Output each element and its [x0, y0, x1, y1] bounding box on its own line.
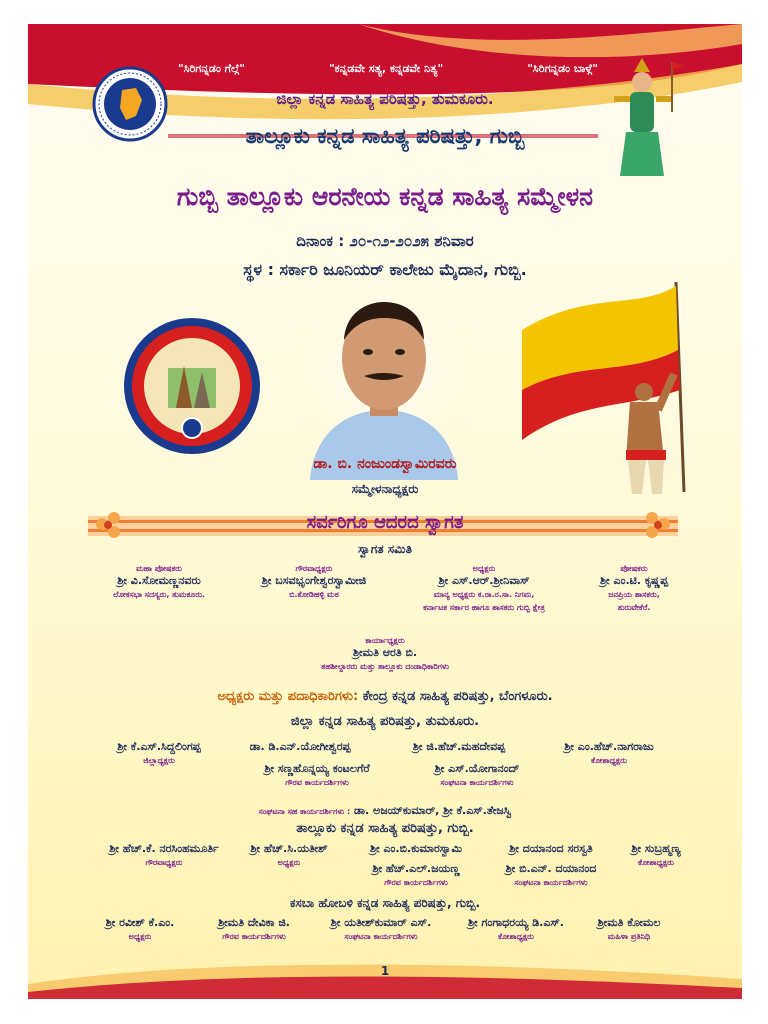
member-role: ಕಾರ್ಯಾಧ್ಯಕ್ಷರು: [365, 636, 405, 645]
taluk-member: [234, 842, 344, 869]
member-role: ಮಹಿಳಾ ಪ್ರತಿನಿಧಿ: [607, 932, 651, 941]
welcome-text: ಸರ್ವರಿಗೂ ಆದರದ ಸ್ವಾಗತ: [306, 512, 464, 533]
member-name: ಶ್ರೀ ಹೆಚ್.ಕೆ. ನರಸಿಂಹಮೂರ್ತಿ: [109, 842, 219, 855]
member-name: ಡಾ. ಡಿ.ಎನ್.ಯೋಗೀಶ್ವರಪ್ಪ: [249, 740, 351, 753]
bhuvaneshwari-image: [600, 52, 684, 176]
working-president: [28, 636, 742, 673]
member-role: ಸಂಘಟನಾ ಕಾರ್ಯದರ್ಶಿಗಳು: [514, 878, 588, 887]
joint-secretaries: [28, 804, 742, 818]
member-name: ಶ್ರೀಮತಿ ದೇವಿಕಾ ಜಿ.: [218, 916, 290, 929]
member-honorary-president: [234, 564, 394, 601]
member-role: ಜಿಲ್ಲಾಧ್ಯಕ್ಷರು: [143, 756, 175, 765]
event-venue: ಸ್ಥಳ : ಸರ್ಕಾರಿ ಜೂನಿಯರ್ ಕಾಲೇಜು ಮೈದಾನ, ಗುಬ್ಬಿ.: [243, 260, 527, 279]
member-name: ಶ್ರೀ ಕೆ.ಎಸ್.ಸಿದ್ದಲಿಂಗಪ್ಪ: [117, 740, 201, 753]
taluk-title: ತಾಲ್ಲೂಕು ಕನ್ನಡ ಸಾಹಿತ್ಯ ಪರಿಷತ್ತು, ಗುಬ್ಬಿ.: [296, 821, 474, 836]
joint-secretaries-label: ಸಂಘಟನಾ ಸಹ ಕಾರ್ಯದರ್ಶಿಗಳು :: [258, 807, 351, 816]
member-role: ಅಧ್ಯಕ್ಷರು: [128, 932, 152, 941]
district-member: [232, 762, 402, 789]
member-name: ಶ್ರೀ ಬಸವಭೃಂಗೇಶ್ವರಸ್ವಾಮೀಜಿ: [261, 574, 367, 587]
member-name: ಶ್ರೀ ಹೆಚ್.ಎಲ್.ಜಯಣ್ಣ: [372, 862, 460, 875]
member-name: ಶ್ರೀ ಸಣ್ಣಹೊನ್ನಯ್ಯ ಕಂಟಲಗೆರೆ: [264, 762, 370, 775]
parishat-logo: [92, 66, 168, 142]
member-role: ಗೌರವಾಧ್ಯಕ್ಷರು: [145, 858, 183, 867]
joint-secretaries-names: ಡಾ. ಅಜಯ್‌ಕುಮಾರ್, ಶ್ರೀ ಕೆ.ಎಸ್.ತೇಜಸ್ವಿ: [350, 804, 512, 817]
member-name: ಶ್ರೀಮತಿ ಆರತಿ ಬಿ.: [352, 646, 418, 659]
member-name: ಶ್ರೀ ಜಿ.ಹೆಚ್.ಮಹದೇವಪ್ಪ: [412, 740, 506, 753]
member-name: ಶ್ರೀ ಬಿ.ಎನ್. ದಯಾನಂದ: [505, 862, 597, 875]
taluk-member: [486, 842, 616, 856]
slogan-3: "ಸಿರಿಗನ್ನಡಂ ಬಾಳ್ಗೆ": [527, 62, 598, 75]
central-name: ಕೇಂದ್ರ ಕನ್ನಡ ಸಾಹಿತ್ಯ ಪರಿಷತ್ತು, ಬೆಂಗಳೂರು.: [358, 689, 553, 704]
member-desc: ಬಿ.ಕೋಡಿಹಳ್ಳಿ ಮಠ: [289, 590, 339, 599]
member-name: ಶ್ರೀ ರವೀಶ್ ಕೆ.ಎಂ.: [105, 916, 175, 929]
president-name: ಡಾ. ಬಿ. ನಂಜುಂಡಸ್ವಾಮಿರವರು: [313, 456, 457, 472]
member-role: ಗೌರವ ಕಾರ್ಯದರ್ಶಿಗಳು: [222, 932, 286, 941]
slogan-2: "ಕನ್ನಡವೇ ಸತ್ಯ, ಕನ್ನಡವೇ ನಿತ್ಯ": [328, 62, 444, 75]
page-number: 1: [380, 964, 390, 978]
member-role: ಕೋಶಾಧ್ಯಕ್ಷರು: [498, 932, 534, 941]
member-desc: ತುರುವೇಕೆರೆ.: [617, 603, 651, 612]
member-role: ಸಂಘಟನಾ ಕಾರ್ಯದರ್ಶಿಗಳು: [440, 778, 514, 787]
president-role: ಸಮ್ಮೇಳನಾಧ್ಯಕ್ಷರು: [351, 482, 419, 496]
district-member: [84, 740, 234, 767]
member-name: ಶ್ರೀ ಎಸ್.ಆರ್.ಶ್ರೀನಿವಾಸ್: [438, 574, 530, 587]
taluk-member: [476, 862, 626, 889]
member-role: ಗೌರವಾಧ್ಯಕ್ಷರು: [295, 564, 333, 573]
member-president: [394, 564, 574, 614]
invitation-page: [28, 24, 742, 999]
member-name: ಶ್ರೀ ಎಂ.ಬಿ.ಕುಮಾರಸ್ವಾಮಿ: [369, 842, 462, 855]
member-role: ಕೋಶಾಧ್ಯಕ್ಷರು: [591, 756, 627, 765]
taluk-parishat-line: ತಾಲ್ಲೂಕು ಕನ್ನಡ ಸಾಹಿತ್ಯ ಪರಿಷತ್ತು, ಗುಬ್ಬಿ: [245, 124, 525, 148]
member-name: ಶ್ರೀ ಗಂಗಾಧರಯ್ಯ ಡಿ.ಎಸ್.: [468, 916, 564, 929]
member-name: ಶ್ರೀ ವಿ.ಸೋಮಣ್ಣನವರು: [117, 574, 201, 587]
district-parishat-line-2: ಜಿಲ್ಲಾ ಕನ್ನಡ ಸಾಹಿತ್ಯ ಪರಿಷತ್ತು, ತುಮಕೂರು.: [290, 714, 480, 729]
district-member: [384, 740, 534, 754]
member-name: ಶ್ರೀ ಎಂ.ಹೆಚ್.ನಾಗರಾಜು: [564, 740, 654, 753]
member-role: ಗೌರವ ಕಾರ್ಯದರ್ಶಿಗಳು: [285, 778, 349, 787]
slogan-1: "ಸಿರಿಗನ್ನಡಂ ಗೆಲ್ಗೆ": [178, 62, 245, 75]
welcome-committee: ಸ್ವಾಗತ ಸಮಿತಿ: [358, 542, 412, 556]
kasaba-title: ಕಸಬಾ ಹೋಬಳಿ ಕನ್ನಡ ಸಾಹಿತ್ಯ ಪರಿಷತ್ತು, ಗುಬ್ಬಿ.: [289, 896, 481, 910]
slogans: [178, 62, 598, 76]
member-patron-chief: [84, 564, 234, 601]
central-label: ಅಧ್ಯಕ್ಷರು ಮತ್ತು ಪದಾಧಿಕಾರಿಗಳು:: [217, 689, 359, 704]
member-patron: [574, 564, 694, 614]
member-desc: ಕರ್ನಾಟಕ ಸರ್ಕಾರ ಹಾಗೂ ಶಾಸಕರು ಗುಬ್ಬಿ ಕ್ಷೇತ್ರ: [423, 603, 545, 612]
member-desc: ಜನಪ್ರಿಯ ಶಾಸಕರು,: [608, 590, 660, 599]
member-desc: ಲೋಕಸಭಾ ಸದಸ್ಯರು, ತುಮಕೂರು.: [112, 590, 206, 599]
sammelana-seal: [122, 316, 262, 456]
district-member: [534, 740, 684, 767]
member-name: ಶ್ರೀ ದಯಾನಂದ ಸರಸ್ವತಿ: [509, 842, 593, 855]
member-name: ಶ್ರೀ ಸುಬ್ರಹ್ಮಣ್ಯ: [631, 842, 681, 855]
taluk-member: [346, 862, 486, 889]
member-role: ಅಧ್ಯಕ್ಷರು: [472, 564, 496, 573]
member-desc: ತಹಶೀಲ್ದಾರರು ಮತ್ತು ತಾಲ್ಲೂಕು ದಂಡಾಧಿಕಾರಿಗಳು: [321, 662, 449, 671]
member-role: ಅಧ್ಯಕ್ಷರು: [277, 858, 301, 867]
taluk-member: [346, 842, 486, 856]
district-member: [220, 740, 380, 754]
district-member: [402, 762, 552, 789]
event-date: ದಿನಾಂಕ : ೨೦-೧೨-೨೦೨೫ ಶನಿವಾರ: [296, 232, 474, 250]
member-role: ಕೋಶಾಧ್ಯಕ್ಷರು: [638, 858, 674, 867]
central-parishat-line: [28, 689, 742, 704]
footer-wave: [28, 924, 742, 999]
member-name: ಶ್ರೀ ಎಂ.ಟಿ. ಕೃಷ್ಣಪ್ಪ: [600, 574, 668, 587]
event-title: ಗುಬ್ಬಿ ತಾಲ್ಲೂಕು ಆರನೇಯ ಕನ್ನಡ ಸಾಹಿತ್ಯ ಸಮ್ಮೇಳನ: [176, 182, 594, 211]
member-name: ಶ್ರೀ ಹೆಚ್.ಸಿ.ಯತೀಶ್: [250, 842, 328, 855]
member-name: ಶ್ರೀ ಯತೀಶ್‌ಕುಮಾರ್ ಎಸ್.: [330, 916, 432, 929]
member-role: ಗೌರವ ಕಾರ್ಯದರ್ಶಿಗಳು: [384, 878, 448, 887]
member-role: ಮಹಾ ಪೋಷಕರು: [136, 564, 182, 573]
member-role: ಸಂಘಟನಾ ಕಾರ್ಯದರ್ಶಿಗಳು: [344, 932, 418, 941]
member-name: ಶ್ರೀಮತಿ ಕೋಮಲ: [597, 916, 661, 929]
taluk-member: [94, 842, 234, 869]
member-name: ಶ್ರೀ ಎಸ್.ಯೋಗಾನಂದ್: [434, 762, 520, 775]
president-photo: [290, 280, 478, 480]
member-desc: ಮಾನ್ಯ ಅಧ್ಯಕ್ಷರು ಕ.ರಾ.ರ.ಸಾ. ನಿಗಮ,: [433, 590, 535, 599]
member-role: ಪೋಷಕರು: [620, 564, 648, 573]
district-parishat-line: ಜಿಲ್ಲಾ ಕನ್ನಡ ಸಾಹಿತ್ಯ ಪರಿಷತ್ತು, ತುಮಕೂರು.: [276, 90, 494, 108]
